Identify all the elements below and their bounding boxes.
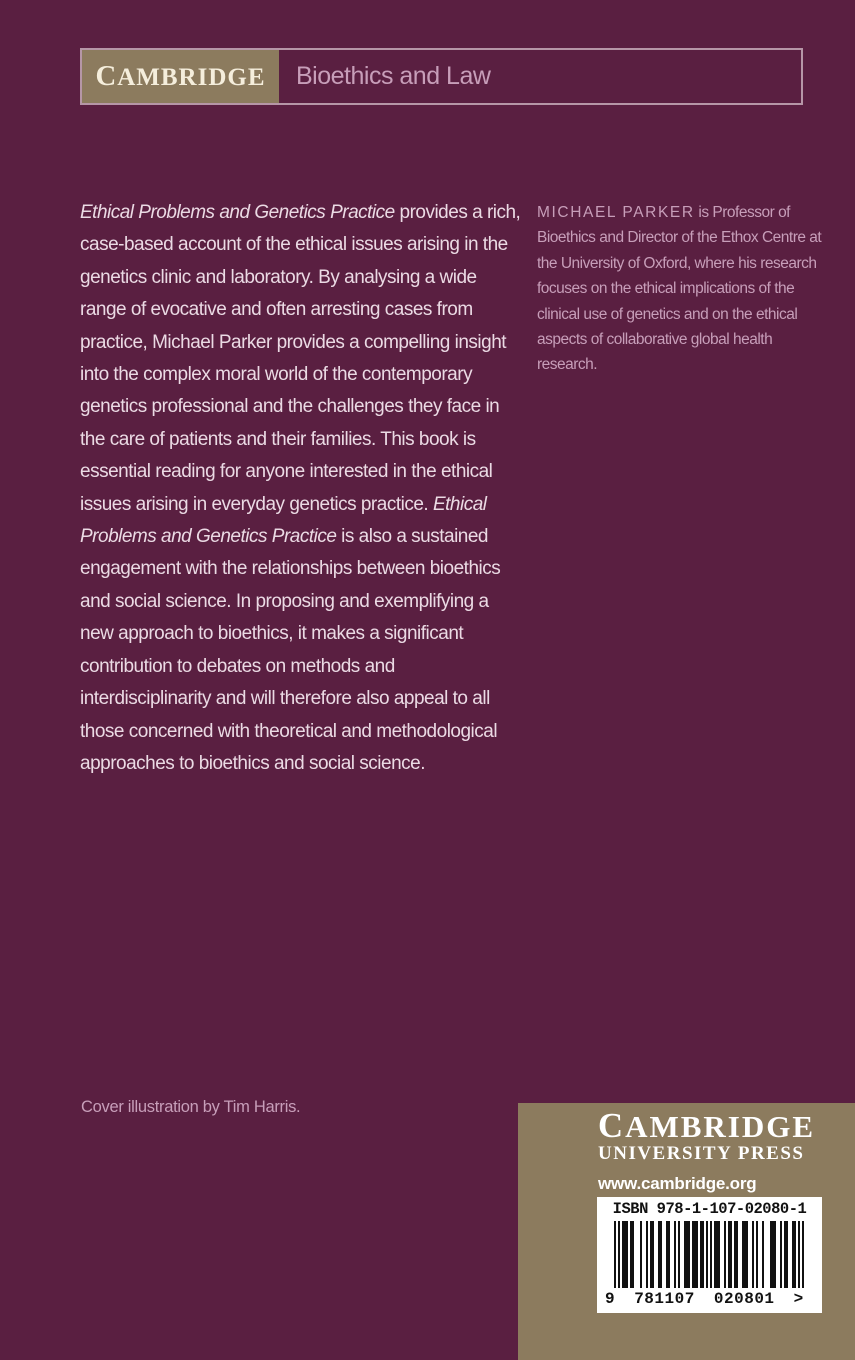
- book-title-italic-2: Ethical Problems and Genetics Practice: [80, 493, 487, 548]
- press-wordmark-line2: UNIVERSITY PRESS: [598, 1143, 805, 1164]
- cover-illustration-credit: Cover illustration by Tim Harris.: [81, 1098, 301, 1116]
- series-title-block: [279, 50, 801, 103]
- press-wordmark-block: [598, 1106, 816, 1194]
- barcode-digits: 9 781107 020801 >: [605, 1290, 804, 1308]
- author-name: MICHAEL PARKER: [537, 204, 695, 221]
- press-wordmark-line1: CAMBRIDGE: [598, 1106, 816, 1145]
- press-website: www.cambridge.org: [598, 1174, 757, 1193]
- publisher-wordmark: CAMBRIDGE: [95, 60, 266, 92]
- blurb-text-1: provides a rich, case-based account of the ethical issues arising in the genetics clinic and laboratory. By analysing a wide range of evocative and often arresting cases from practice, Michael Parker provides a compelling insight into the complex moral world of the contemporary genetics professional and the challenges they face in the care of patients and their families. This book is essential reading for anyone interested in the ethical issues arising in everyday genetics practice.: [80, 202, 521, 515]
- author-bio: [537, 200, 829, 378]
- barcode-bars: [614, 1221, 806, 1288]
- blurb-text-2: is also a sustained engagement with the relationships between bioethics and social science. In proposing and exemplifying a new approach to bioethics, it makes a significant contribution to debates on methods and interdisciplinarity and will therefore also appeal to all those concerned with theoretical and methodological approaches to bioethics and social science.: [80, 526, 501, 774]
- publisher-panel: [518, 1103, 855, 1360]
- series-banner: [80, 48, 803, 105]
- series-title: Bioethics and Law: [296, 62, 491, 90]
- publisher-logo-block: [82, 50, 279, 103]
- isbn-label: ISBN 978-1-107-02080-1: [612, 1200, 807, 1218]
- book-title-italic: Ethical Problems and Genetics Practice: [80, 202, 395, 223]
- author-bio-text: is Professor of Bioethics and Director of the Ethox Centre at the University of Oxford, where his research focuses on the ethical implications of the clinical use of genetics and on the ethical aspects of collaborative global health research.: [537, 204, 822, 374]
- book-blurb: [80, 197, 526, 780]
- isbn-barcode-box: [597, 1197, 822, 1313]
